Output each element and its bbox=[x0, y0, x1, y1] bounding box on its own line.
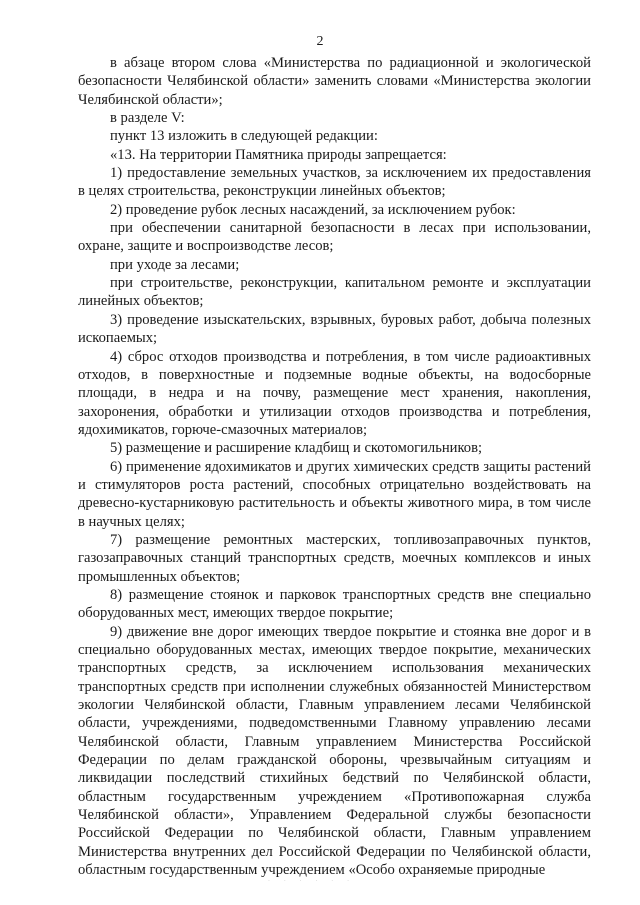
scan-speck: · · · · · · bbox=[268, 878, 355, 884]
paragraph-prohibition-4: 4) сброс отходов производства и потребления, в том числе радиоактивных отходов, в поверхностные и подземные водные объекты, на водосборные площади, в недра и на почву, размещение мест хранения, накопления, захоронения, обработки и утилизации отходов производства и потребления, ядохимикатов, горюче-смазочных материалов; bbox=[78, 348, 591, 438]
paragraph-prohibition-7: 7) размещение ремонтных мастерских, топливозаправочных пунктов, газозаправочных станций транспортных средств, моечных комплексов и иных промышленных объектов; bbox=[78, 531, 591, 585]
page-number: 2 bbox=[316, 34, 324, 49]
paragraph-prohibition-6: 6) применение ядохимикатов и других химических средств защиты растений и стимуляторов роста растений, способных отрицательно воздействовать на древесно-кустарниковую растительность и объекты животного мира, в том числе в научных целях; bbox=[78, 458, 591, 530]
paragraph-felling-sanitary: при обеспечении санитарной безопасности в лесах при использовании, охране, защите и воспроизводстве лесов; bbox=[78, 220, 591, 255]
paragraph-felling-forest-care: при уходе за лесами; bbox=[110, 256, 240, 273]
paragraph-prohibition-3: 3) проведение изыскательских, взрывных, буровых работ, добыча полезных ископаемых; bbox=[78, 311, 591, 347]
paragraph-prohibition-9: 9) движение вне дорог имеющих твердое покрытие и стоянка вне дорог и в специально оборудованных местах, имеющих твердое покрытие, механических транспортных средств, за исключением использования механических транспортных средств при исполнении служебных обязанностей Министерством экологии Челябинской области, Главным управлением лесами Челябинской области, учреждениями, подведомственными Главному управлению лесами Челябинской области, Главным управлением Министерства Российской Федерации по делам гражданской обороны, чрезвычайным ситуациям и ликвидации последствий стихийных бедствий по Челябинской области, областным государственным учреждением «Противопожарная служба Челябинской области», Управлением Федеральной службы безопасности Российской Федерации по Челябинской области, Главным управлением Министерства внутренних дел Российской Федерации по Челябинской области, областным государственным учреждением «Особо охраняемые природные bbox=[78, 623, 591, 879]
paragraph-prohibition-1: 1) предоставление земельных участков, за исключением их предоставления в целях строительства, реконструкции линейных объектов; bbox=[78, 165, 591, 200]
paragraph-item-13-heading: «13. На территории Памятника природы запрещается: bbox=[110, 146, 447, 163]
paragraph-section-v: в разделе V: bbox=[110, 110, 185, 127]
paragraph-prohibition-5: 5) размещение и расширение кладбищ и скотомогильников; bbox=[110, 440, 483, 457]
paragraph-prohibition-2: 2) проведение рубок лесных насаждений, за исключением рубок: bbox=[110, 201, 516, 218]
paragraph-prohibition-8: 8) размещение стоянок и парковок транспортных средств вне специально оборудованных мест, имеющих твердое покрытие; bbox=[78, 586, 591, 622]
paragraph-felling-linear-objects: при строительстве, реконструкции, капитальном ремонте и эксплуатации линейных объектов; bbox=[78, 275, 591, 310]
paragraph-item-13-new-edition: пункт 13 изложить в следующей редакции: bbox=[110, 128, 378, 145]
document-body bbox=[78, 54, 591, 879]
paragraph-ecology-ministry-rename: в абзаце втором слова «Министерства по радиационной и экологической безопасности Челябинской области» заменить словами «Министерства экологии Челябинской области»; bbox=[78, 55, 591, 108]
